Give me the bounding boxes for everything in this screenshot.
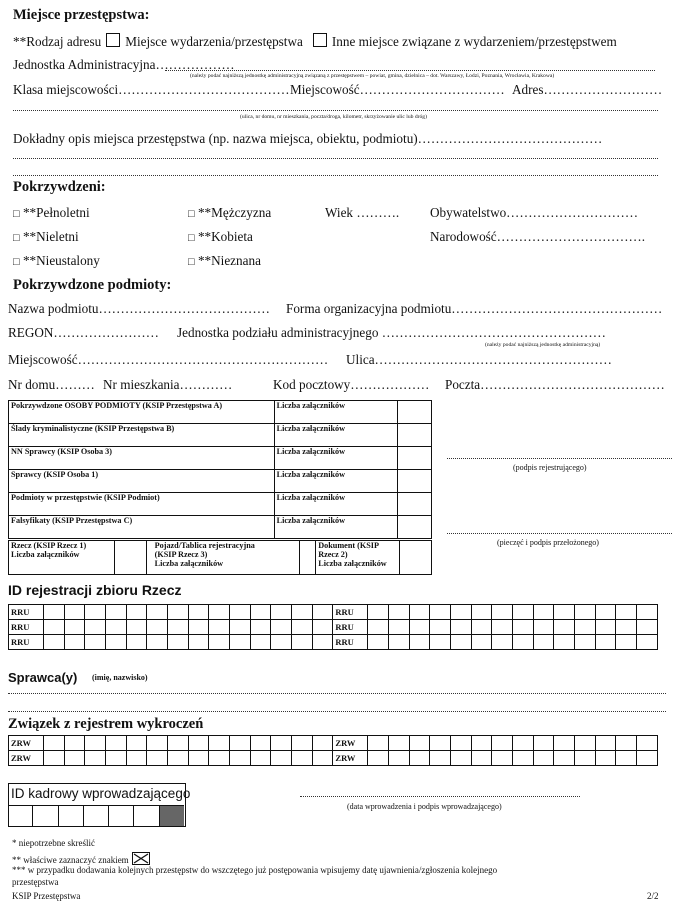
perpetrators-line-2[interactable] — [8, 711, 666, 712]
grid-entry-cell[interactable] — [230, 635, 251, 650]
grid-entry-cell[interactable] — [188, 620, 209, 635]
staff-id-cell[interactable] — [134, 806, 159, 826]
grid-entry-cell[interactable] — [533, 635, 554, 650]
grid-entry-cell[interactable] — [409, 620, 430, 635]
grid-entry-cell[interactable] — [637, 635, 658, 650]
grid-entry-cell[interactable] — [126, 635, 147, 650]
things-heading: ID rejestracji zbioru Rzecz — [8, 582, 182, 598]
supervisor-signature-line[interactable] — [447, 533, 672, 534]
grid-entry-cell[interactable] — [430, 736, 451, 751]
table-row — [9, 470, 432, 493]
grid-entry-cell[interactable] — [430, 751, 451, 766]
grid-entry-cell[interactable] — [471, 620, 492, 635]
attachment-count-label: Liczba załączników — [274, 470, 398, 493]
footnote-3-cont: przestępstwa — [12, 877, 59, 887]
grid-row — [9, 605, 658, 620]
checkbox-icon: □ — [188, 256, 195, 268]
attachment-count-label: Liczba załączników — [318, 559, 387, 568]
grid-entry-cell[interactable] — [271, 751, 292, 766]
grid-entry-cell[interactable] — [126, 605, 147, 620]
admin-unit-line — [165, 70, 655, 71]
footnote-2 — [12, 852, 150, 865]
things-registration-grid — [8, 604, 658, 650]
document-ksip-label: Rzecz 2) — [318, 550, 348, 559]
address-hint: (ulica, nr domu, nr mieszkania, poczta/droga, kilometr, skrzyżowanie ulic lub dróg) — [240, 114, 427, 120]
grid-entry-cell[interactable] — [147, 635, 168, 650]
victim-minor-label: **Nieletni — [22, 229, 79, 244]
grid-entry-cell[interactable] — [637, 736, 658, 751]
locality-field[interactable]: Miejscowość…………………………… — [290, 82, 505, 97]
x-mark-icon — [132, 852, 150, 865]
grid-entry-cell[interactable] — [168, 751, 189, 766]
attachment-count-cell[interactable] — [398, 493, 432, 516]
staff-id-cell-filled — [160, 806, 184, 826]
grid-prefix-cell: ZRW — [333, 736, 368, 751]
grid-entry-cell[interactable] — [471, 736, 492, 751]
entity-admin-hint: (należy podać najniższą jednostkę administracyjną) — [485, 342, 601, 348]
victim-adult[interactable] — [13, 205, 90, 221]
grid-entry-cell[interactable] — [106, 620, 127, 635]
grid-entry-cell[interactable] — [126, 620, 147, 635]
grid-prefix-cell: RRU — [9, 635, 44, 650]
victim-adult-label: **Pełnoletni — [22, 205, 90, 220]
grid-entry-cell[interactable] — [292, 620, 313, 635]
attachment-count-label: Liczba załączników — [274, 493, 398, 516]
attachment-count-label: Liczba załączników — [274, 447, 398, 470]
footnote-1: * niepotrzebne skreślić — [12, 838, 95, 848]
grid-entry-cell[interactable] — [44, 620, 65, 635]
grid-entry-cell[interactable] — [513, 736, 534, 751]
entity-admin-unit-field[interactable]: Jednostka podziału administracyjnego …………………………………………… — [177, 325, 606, 340]
victim-male-label: **Mężczyzna — [197, 205, 272, 220]
grid-entry-cell[interactable] — [312, 751, 333, 766]
grid-entry-cell[interactable] — [168, 605, 189, 620]
entity-locality-field[interactable]: Miejscowość………………………………………………… — [8, 352, 329, 367]
attachments-table-last-row — [8, 540, 432, 575]
footnote-3: *** w przypadku dodawania kolejnych przestępstw do wszczętego już postępowania wpisujemy datę ujawnienia/zgłoszenia kolejnego — [12, 865, 498, 875]
grid-entry-cell[interactable] — [230, 605, 251, 620]
grid-entry-cell[interactable] — [209, 635, 230, 650]
grid-entry-cell[interactable] — [85, 605, 106, 620]
registrar-signature-line[interactable] — [447, 458, 672, 459]
grid-entry-cell[interactable] — [616, 751, 637, 766]
staff-id-cell[interactable] — [59, 806, 84, 826]
grid-entry-cell[interactable] — [451, 635, 472, 650]
grid-entry-cell[interactable] — [492, 736, 513, 751]
victim-unknown-age[interactable] — [13, 253, 100, 269]
grid-entry-cell[interactable] — [409, 736, 430, 751]
grid-entry-cell[interactable] — [533, 605, 554, 620]
grid-prefix-cell: ZRW — [9, 751, 44, 766]
victims-heading: Pokrzywdzeni: — [13, 179, 106, 195]
grid-entry-cell[interactable] — [368, 605, 389, 620]
victim-female-label: **Kobieta — [197, 229, 253, 244]
attachment-count-cell[interactable] — [398, 424, 432, 447]
grid-entry-cell[interactable] — [188, 605, 209, 620]
checkbox-event-place[interactable] — [106, 33, 120, 47]
checkbox-icon: □ — [13, 256, 20, 268]
grid-entry-cell[interactable] — [292, 605, 313, 620]
grid-entry-cell[interactable] — [451, 736, 472, 751]
attachment-row-label: Falsyfikaty (KSIP Przestępstwa C) — [9, 516, 275, 539]
document-count-cell[interactable] — [400, 541, 432, 575]
address-field[interactable]: Adres……………………… — [512, 82, 663, 97]
grid-prefix-cell: RRU — [333, 620, 368, 635]
grid-entry-cell[interactable] — [44, 605, 65, 620]
grid-entry-cell[interactable] — [513, 605, 534, 620]
grid-entry-cell[interactable] — [292, 736, 313, 751]
checkbox-icon: □ — [188, 232, 195, 244]
entity-name-field[interactable]: Nazwa podmiotu………………………………… — [8, 301, 270, 316]
attachment-row-label: Ślady kryminalistyczne (KSIP Przestępstwa B) — [9, 424, 275, 447]
grid-entry-cell[interactable] — [595, 605, 616, 620]
attachment-count-label: Liczba załączników — [274, 516, 398, 539]
entity-street-field[interactable]: Ulica……………………………………………… — [346, 352, 612, 367]
grid-entry-cell[interactable] — [271, 620, 292, 635]
checkbox-icon: □ — [188, 208, 195, 220]
staff-id-cell[interactable] — [33, 806, 58, 826]
table-row — [9, 541, 432, 575]
victim-minor[interactable] — [13, 229, 79, 245]
attachment-row-label: Podmioty w przestępstwie (KSIP Podmiot) — [9, 493, 275, 516]
staff-id-cell[interactable] — [8, 806, 33, 826]
house-number-field[interactable]: Nr domu……… — [8, 377, 95, 392]
grid-entry-cell[interactable] — [389, 635, 410, 650]
address-type-row — [13, 33, 617, 50]
grid-entry-cell[interactable] — [209, 751, 230, 766]
footnote-2-text: ** właściwe zaznaczyć znakiem — [12, 855, 129, 865]
grid-entry-cell[interactable] — [451, 605, 472, 620]
grid-entry-cell[interactable] — [533, 736, 554, 751]
grid-entry-cell[interactable] — [575, 620, 596, 635]
grid-entry-cell[interactable] — [147, 736, 168, 751]
grid-entry-cell[interactable] — [250, 751, 271, 766]
grid-row — [9, 620, 658, 635]
grid-entry-cell[interactable] — [106, 605, 127, 620]
grid-prefix-cell: RRU — [9, 605, 44, 620]
grid-entry-cell[interactable] — [637, 751, 658, 766]
grid-entry-cell[interactable] — [409, 751, 430, 766]
attachment-row-label: NN Sprawcy (KSIP Osoba 3) — [9, 447, 275, 470]
grid-entry-cell[interactable] — [492, 605, 513, 620]
grid-entry-cell[interactable] — [64, 620, 85, 635]
grid-entry-cell[interactable] — [209, 736, 230, 751]
grid-entry-cell[interactable] — [451, 751, 472, 766]
grid-entry-cell[interactable] — [250, 620, 271, 635]
grid-row — [9, 736, 658, 751]
victim-unknown-sex-label: **Nieznana — [197, 253, 261, 268]
attachment-count-label: Liczba załączników — [11, 550, 80, 559]
grid-entry-cell[interactable] — [430, 605, 451, 620]
victim-unknown-sex[interactable] — [188, 253, 261, 269]
document-attachment-label: Dokument (KSIP — [318, 541, 379, 550]
grid-entry-cell[interactable] — [616, 605, 637, 620]
grid-prefix-cell: RRU — [333, 635, 368, 650]
grid-entry-cell[interactable] — [85, 751, 106, 766]
locality-class-field[interactable]: Klasa miejscowości………………………………… — [13, 82, 290, 97]
grid-prefix-cell: ZRW — [9, 736, 44, 751]
grid-entry-cell[interactable] — [471, 751, 492, 766]
staff-id-cell[interactable] — [84, 806, 109, 826]
grid-entry-cell[interactable] — [554, 635, 575, 650]
grid-entry-cell[interactable] — [64, 635, 85, 650]
table-row — [9, 493, 432, 516]
grid-entry-cell[interactable] — [513, 751, 534, 766]
victim-female[interactable] — [188, 229, 253, 245]
grid-entry-cell[interactable] — [575, 635, 596, 650]
grid-entry-cell[interactable] — [451, 620, 472, 635]
grid-entry-cell[interactable] — [575, 751, 596, 766]
grid-entry-cell[interactable] — [85, 635, 106, 650]
grid-entry-cell[interactable] — [368, 620, 389, 635]
perpetrators-line-1[interactable] — [8, 693, 666, 694]
description-line-2 — [13, 158, 658, 159]
grid-entry-cell[interactable] — [554, 736, 575, 751]
post-office-field[interactable]: Poczta…………………………………… — [445, 377, 665, 392]
grid-prefix-cell: RRU — [333, 605, 368, 620]
grid-entry-cell[interactable] — [616, 620, 637, 635]
grid-entry-cell[interactable] — [368, 736, 389, 751]
grid-entry-cell[interactable] — [312, 635, 333, 650]
staff-id-cell[interactable] — [109, 806, 134, 826]
grid-entry-cell[interactable] — [168, 736, 189, 751]
address-line-2 — [13, 110, 658, 111]
grid-entry-cell[interactable] — [230, 751, 251, 766]
attachment-count-cell[interactable] — [398, 470, 432, 493]
checkbox-icon: □ — [13, 208, 20, 220]
staff-id-cells — [8, 805, 184, 826]
grid-entry-cell[interactable] — [595, 751, 616, 766]
grid-entry-cell[interactable] — [575, 605, 596, 620]
vehicle-count-cell[interactable] — [300, 541, 316, 575]
grid-entry-cell[interactable] — [430, 620, 451, 635]
attachment-count-label: Liczba załączników — [154, 559, 224, 568]
admin-unit-label[interactable]: Jednostka Administracyjna……………… — [13, 57, 235, 72]
grid-entry-cell[interactable] — [492, 620, 513, 635]
regon-field[interactable]: REGON…………………… — [8, 325, 159, 340]
grid-entry-cell[interactable] — [271, 635, 292, 650]
grid-entry-cell[interactable] — [430, 635, 451, 650]
grid-entry-cell[interactable] — [147, 751, 168, 766]
supervisor-signature-label: (pieczęć i podpis przełożonego) — [497, 538, 599, 547]
entity-org-form-field[interactable]: Forma organizacyjna podmiotu………………………………………… — [286, 301, 663, 316]
grid-entry-cell[interactable] — [616, 635, 637, 650]
age-field[interactable]: Wiek ………. — [325, 205, 400, 220]
grid-entry-cell[interactable] — [188, 751, 209, 766]
grid-entry-cell[interactable] — [637, 620, 658, 635]
attachment-count-label: Liczba załączników — [274, 401, 398, 424]
grid-entry-cell[interactable] — [554, 605, 575, 620]
admin-unit-hint: (należy podać najniższą jednostkę administracyjną związaną z przestępstwem – powiat, gmina, dzielnica – dot. Warszawy, Łodzi, Poznania, Wrocławia, Krakowa) — [190, 73, 555, 79]
grid-entry-cell[interactable] — [471, 635, 492, 650]
checkbox-other-place[interactable] — [313, 33, 327, 47]
registrar-signature-label: (podpis rejestrującego) — [513, 463, 587, 472]
grid-entry-cell[interactable] — [168, 635, 189, 650]
attachment-row-label: Pokrzywdzone OSOBY PODMIOTY (KSIP Przestępstwa A) — [9, 401, 275, 424]
table-row — [9, 401, 432, 424]
grid-entry-cell[interactable] — [637, 605, 658, 620]
attachments-table — [8, 400, 432, 539]
grid-entry-cell[interactable] — [250, 736, 271, 751]
grid-entry-cell[interactable] — [368, 635, 389, 650]
offences-heading: Związek z rejestrem wykroczeń — [8, 716, 204, 732]
grid-entry-cell[interactable] — [126, 736, 147, 751]
table-row — [9, 516, 432, 539]
attachment-count-cell[interactable] — [398, 401, 432, 424]
thing-attachment-label: Rzecz (KSIP Rzecz 1) — [11, 541, 87, 550]
grid-entry-cell[interactable] — [106, 736, 127, 751]
staff-id-heading: ID kadrowy wprowadzającego — [11, 786, 191, 801]
grid-prefix-cell: ZRW — [333, 751, 368, 766]
place-description-field[interactable]: Dokładny opis miejsca przestępstwa (np. nazwa miejsca, obiektu, podmiotu)…………………………………… — [13, 131, 603, 146]
grid-entry-cell[interactable] — [250, 635, 271, 650]
grid-entry-cell[interactable] — [147, 620, 168, 635]
option-event-place: Miejsce wydarzenia/przestępstwa — [125, 34, 303, 49]
checkbox-icon: □ — [13, 232, 20, 244]
perpetrators-hint: (imię, nazwisko) — [92, 673, 148, 682]
grid-entry-cell[interactable] — [44, 751, 65, 766]
table-row — [9, 447, 432, 470]
option-other-place: Inne miejsce związane z wydarzeniem/przestępstwem — [331, 34, 617, 49]
vehicle-attachment-label: Pojazd/Tablica rejestracyjna — [154, 541, 255, 550]
grid-entry-cell[interactable] — [595, 620, 616, 635]
grid-entry-cell[interactable] — [168, 620, 189, 635]
grid-entry-cell[interactable] — [230, 736, 251, 751]
form-name: KSIP Przestępstwa — [12, 891, 81, 901]
attachment-row-label: Sprawcy (KSIP Osoba 1) — [9, 470, 275, 493]
grid-prefix-cell: RRU — [9, 620, 44, 635]
grid-entry-cell[interactable] — [230, 620, 251, 635]
grid-entry-cell[interactable] — [64, 605, 85, 620]
grid-entry-cell[interactable] — [292, 751, 313, 766]
grid-entry-cell[interactable] — [44, 635, 65, 650]
grid-entry-cell[interactable] — [368, 751, 389, 766]
entry-date-signature-label: (data wprowadzenia i podpis wprowadzającego) — [347, 802, 502, 811]
victim-male[interactable] — [188, 205, 271, 221]
grid-entry-cell[interactable] — [616, 736, 637, 751]
grid-row — [9, 751, 658, 766]
entities-heading: Pokrzywdzone podmioty: — [13, 277, 172, 293]
grid-entry-cell[interactable] — [312, 605, 333, 620]
grid-entry-cell[interactable] — [188, 736, 209, 751]
attachment-count-cell[interactable] — [398, 516, 432, 539]
description-line-3 — [13, 175, 658, 176]
grid-entry-cell[interactable] — [209, 620, 230, 635]
grid-entry-cell[interactable] — [85, 620, 106, 635]
grid-entry-cell[interactable] — [513, 635, 534, 650]
grid-entry-cell[interactable] — [471, 605, 492, 620]
grid-entry-cell[interactable] — [64, 736, 85, 751]
grid-entry-cell[interactable] — [575, 736, 596, 751]
grid-entry-cell[interactable] — [292, 635, 313, 650]
attachment-count-label: Liczba załączników — [274, 424, 398, 447]
grid-entry-cell[interactable] — [250, 605, 271, 620]
grid-entry-cell[interactable] — [409, 605, 430, 620]
grid-entry-cell[interactable] — [389, 736, 410, 751]
page-number: 2/2 — [647, 891, 659, 901]
grid-entry-cell[interactable] — [271, 605, 292, 620]
grid-entry-cell[interactable] — [554, 620, 575, 635]
grid-entry-cell[interactable] — [44, 736, 65, 751]
grid-entry-cell[interactable] — [389, 620, 410, 635]
grid-entry-cell[interactable] — [513, 620, 534, 635]
flat-number-field[interactable]: Nr mieszkania………… — [103, 377, 233, 392]
entry-date-signature-line[interactable] — [300, 796, 580, 797]
grid-entry-cell[interactable] — [492, 751, 513, 766]
grid-entry-cell[interactable] — [595, 635, 616, 650]
perpetrators-heading: Sprawca(y) — [8, 670, 78, 685]
grid-entry-cell[interactable] — [312, 620, 333, 635]
citizenship-field[interactable]: Obywatelstwo………………………… — [430, 205, 639, 220]
grid-entry-cell[interactable] — [85, 736, 106, 751]
grid-entry-cell[interactable] — [533, 751, 554, 766]
grid-entry-cell[interactable] — [126, 751, 147, 766]
grid-entry-cell[interactable] — [312, 736, 333, 751]
thing-count-cell[interactable] — [114, 541, 146, 575]
grid-entry-cell[interactable] — [64, 751, 85, 766]
grid-entry-cell[interactable] — [554, 751, 575, 766]
vehicle-ksip-label: (KSIP Rzecz 3) — [154, 550, 208, 559]
attachment-count-cell[interactable] — [398, 447, 432, 470]
grid-entry-cell[interactable] — [533, 620, 554, 635]
offences-register-grid — [8, 735, 658, 766]
grid-entry-cell[interactable] — [147, 605, 168, 620]
grid-entry-cell[interactable] — [271, 736, 292, 751]
grid-entry-cell[interactable] — [492, 635, 513, 650]
grid-entry-cell[interactable] — [389, 751, 410, 766]
grid-entry-cell[interactable] — [106, 751, 127, 766]
address-type-label: **Rodzaj adresu — [13, 34, 102, 49]
grid-entry-cell[interactable] — [209, 605, 230, 620]
grid-row — [9, 635, 658, 650]
nationality-field[interactable]: Narodowość……………………………. — [430, 229, 646, 244]
table-row — [9, 424, 432, 447]
grid-entry-cell[interactable] — [409, 635, 430, 650]
perpetrators-heading-row — [8, 669, 148, 687]
grid-entry-cell[interactable] — [188, 635, 209, 650]
victim-unknown-age-label: **Nieustalony — [22, 253, 100, 268]
crime-place-heading: Miejsce przestępstwa: — [13, 7, 150, 23]
grid-entry-cell[interactable] — [595, 736, 616, 751]
grid-entry-cell[interactable] — [106, 635, 127, 650]
postcode-field[interactable]: Kod pocztowy……………… — [273, 377, 430, 392]
grid-entry-cell[interactable] — [389, 605, 410, 620]
